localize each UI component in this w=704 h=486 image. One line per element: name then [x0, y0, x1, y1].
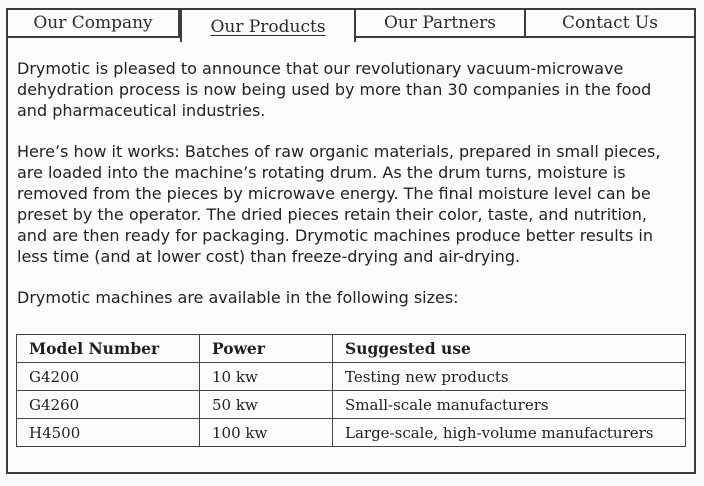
sizes-intro: Drymotic machines are available in the following sizes: — [17, 288, 459, 307]
cell-suggested-use: Large-scale, high-volume manufacturers — [333, 419, 686, 447]
table-row — [17, 391, 686, 419]
main-content — [17, 58, 677, 308]
tab-our-products-label: Our Products — [210, 17, 326, 37]
header-power: Power — [200, 335, 333, 363]
table-header-row — [17, 335, 686, 363]
cell-suggested-use: Testing new products — [333, 363, 686, 391]
table-row — [17, 363, 686, 391]
model-table — [16, 334, 686, 447]
tab-our-company[interactable]: Our Company — [8, 10, 180, 38]
table-row — [17, 419, 686, 447]
process-paragraph: Here’s how it works: Batches of raw organic materials, prepared in small pieces, are loaded into the machine’s rotating drum. As the drum turns, moisture is removed from the pieces by microwave energy. The final moisture level can be preset by the operator. The dried pieces retain their color, taste, and nutrition, and are then ready for packaging. Drymotic machines produce better results in less time (and at lower cost) than freeze-drying and air-drying. — [17, 142, 661, 266]
cell-model-number: G4200 — [17, 363, 200, 391]
header-suggested-use: Suggested use — [333, 335, 686, 363]
tab-our-products[interactable] — [180, 8, 356, 42]
cell-model-number: H4500 — [17, 419, 200, 447]
tab-bar — [8, 10, 694, 38]
intro-paragraph: Drymotic is pleased to announce that our revolutionary vacuum-microwave dehydration process is now being used by more than 30 companies in the food and pharmaceutical industries. — [17, 59, 652, 120]
cell-power: 50 kw — [200, 391, 333, 419]
cell-model-number: G4260 — [17, 391, 200, 419]
cell-power: 10 kw — [200, 363, 333, 391]
cell-suggested-use: Small-scale manufacturers — [333, 391, 686, 419]
tab-our-partners[interactable]: Our Partners — [356, 10, 526, 38]
header-model-number: Model Number — [17, 335, 200, 363]
cell-power: 100 kw — [200, 419, 333, 447]
tab-contact-us[interactable]: Contact Us — [562, 13, 658, 33]
